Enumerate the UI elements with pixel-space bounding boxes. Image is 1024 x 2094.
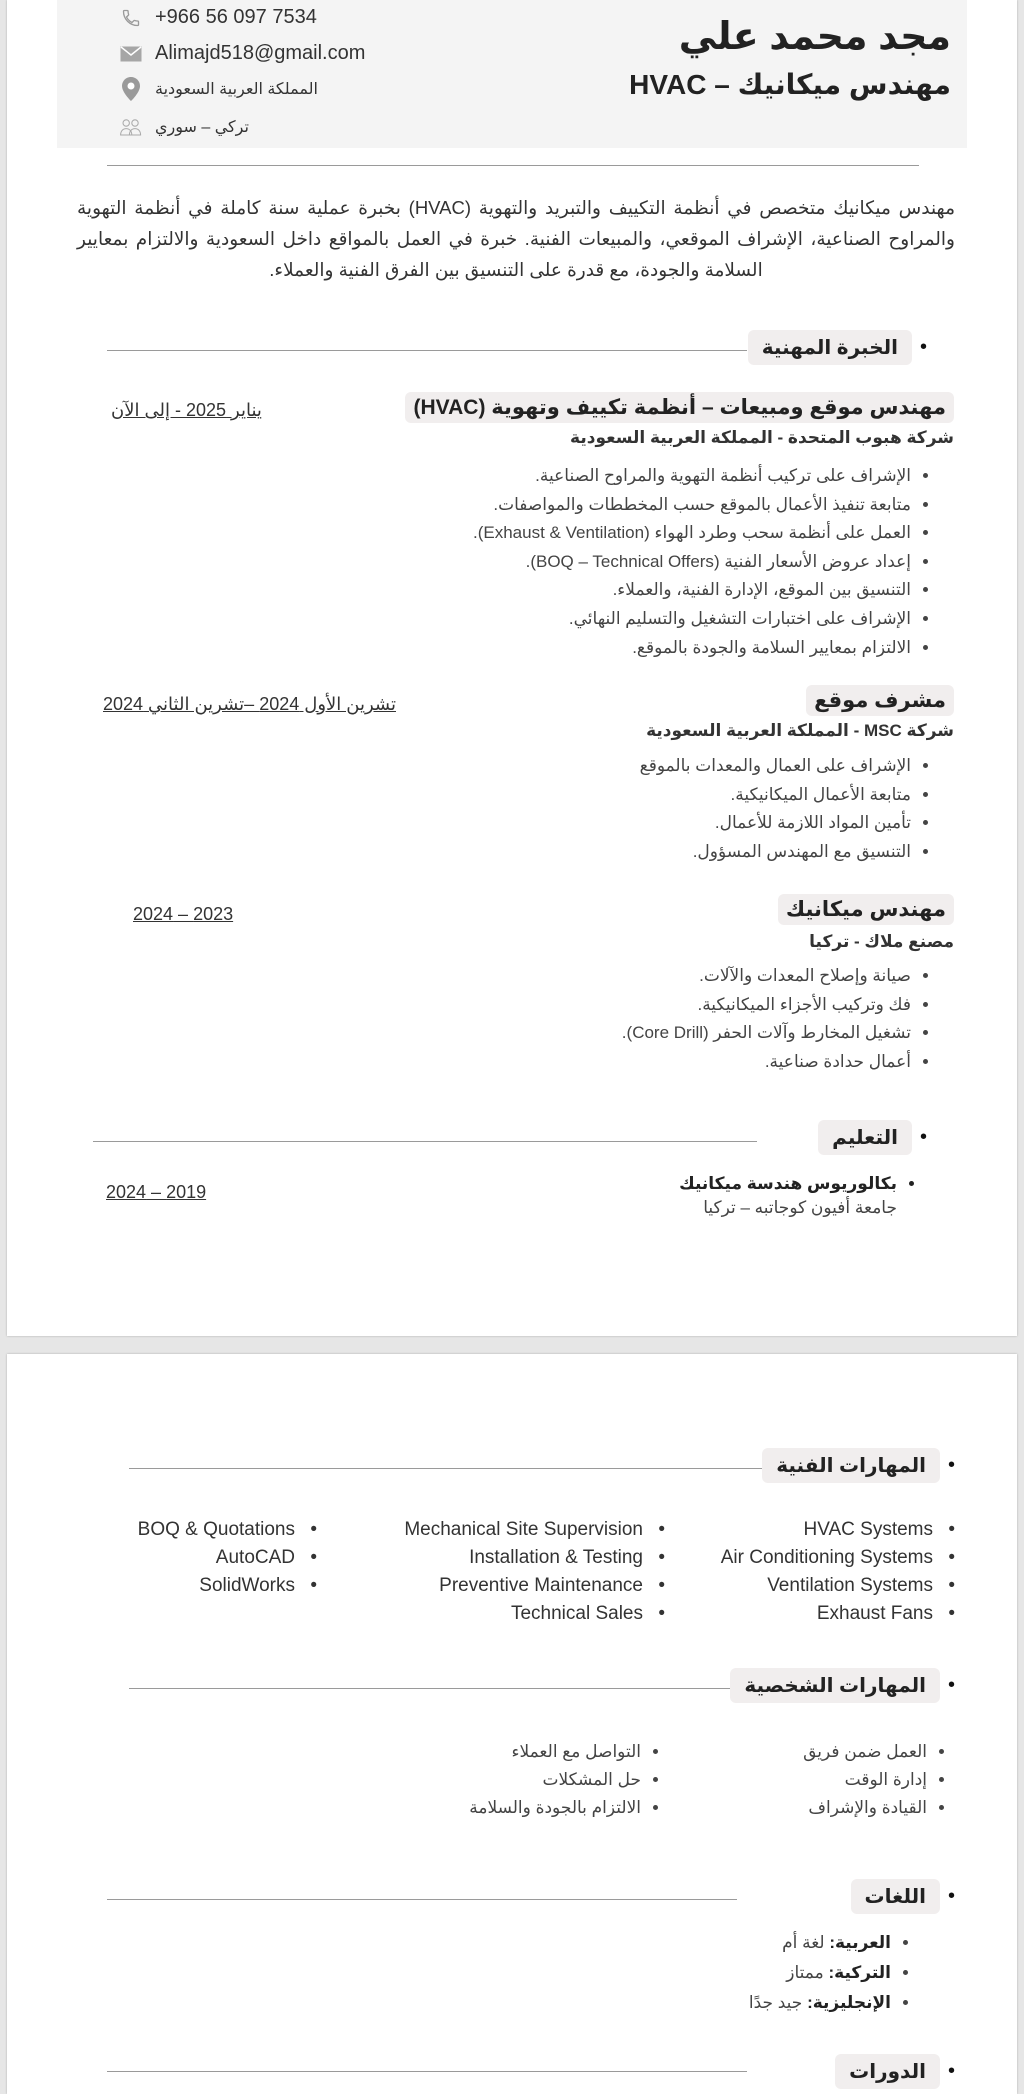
task-item: • الالتزام بمعايير السلامة والجودة بالموقع. (473, 634, 911, 663)
people-icon (119, 116, 143, 138)
task-item: • صيانة وإصلاح المعدات والآلات. (622, 962, 911, 991)
skill-item: Preventive Maintenance • (404, 1572, 665, 1600)
languages-heading-label: اللغات (851, 1879, 940, 1914)
contact-email (119, 42, 365, 65)
experience-heading (748, 330, 927, 365)
soft-skills-heading (730, 1668, 955, 1703)
job-3-date: 2023 – 2024 (133, 904, 234, 924)
contact-phone (119, 6, 317, 29)
tech-skills-divider (129, 1468, 764, 1469)
soft-skill-item: • الالتزام بالجودة والسلامة (469, 1794, 641, 1822)
soft-skill-item: • التواصل مع العملاء (469, 1738, 641, 1766)
task-item: • التنسيق بين الموقع، الإدارة الفنية، والعملاء. (473, 576, 911, 605)
language-name: العربية: (829, 1933, 891, 1952)
location-text: المملكة العربية السعودية (155, 81, 318, 98)
heading-bullet: • (947, 1674, 955, 1696)
education-list (679, 1170, 919, 1199)
language-item (749, 1958, 891, 1988)
skill-item: Technical Sales • (404, 1600, 665, 1628)
header-divider (107, 165, 919, 166)
phone-icon (119, 7, 143, 29)
education-heading-label: التعليم (818, 1120, 912, 1155)
skill-item: Exhaust Fans • (721, 1600, 955, 1628)
skill-item: Ventilation Systems • (721, 1572, 955, 1600)
skill-item: Mechanical Site Supervision • (404, 1516, 665, 1544)
nationality-text: تركي – سوري (155, 119, 249, 136)
skill-item: Air Conditioning Systems • (721, 1544, 955, 1572)
profile-summary: مهندس ميكانيك متخصص في أنظمة التكييف والتبريد والتهوية (HVAC) بخبرة عملية سنة كاملة في أنظمة التهوية والمراوح الصناعية، الإشراف الموقعي، والمبيعات الفنية. خبرة في العمل بالمواقع داخل السعودية والالتزام بمعايير السلامة والجودة، مع قدرة على التنسيق بين الفرق الفنية والعملاء. (77, 197, 955, 280)
task-item: • إعداد عروض الأسعار الفنية (BOQ – Technical Offers). (473, 548, 911, 577)
job-2-company: شركة MSC - المملكة العربية السعودية (646, 721, 954, 740)
job-1-title: مهندس موقع ومبيعات – أنظمة تكييف وتهوية (HVAC) (405, 392, 954, 423)
skill-item: AutoCAD • (138, 1544, 317, 1572)
job-2-tasks (640, 752, 933, 866)
skill-item: Installation & Testing • (404, 1544, 665, 1572)
email-text[interactable]: Alimajd518@gmail.com (155, 42, 366, 64)
languages-divider (107, 1899, 737, 1900)
tech-skills-col-1 (721, 1516, 955, 1628)
task-item: • تشغيل المخارط وآلات الحفر (Core Drill). (622, 1019, 911, 1048)
tech-skills-col-2 (404, 1516, 665, 1628)
heading-bullet: • (947, 1454, 955, 1476)
task-item: • متابعة الأعمال الميكانيكية. (640, 781, 911, 810)
language-name: الإنجليزية: (807, 1993, 891, 2012)
task-item: • الإشراف على اختبارات التشغيل والتسليم النهائي. (473, 605, 911, 634)
education-date: 2019 – 2024 (106, 1182, 207, 1202)
job-1-date: يناير 2025 - إلى الآن (111, 400, 262, 420)
courses-divider (107, 2071, 747, 2072)
skill-item: HVAC Systems • (721, 1516, 955, 1544)
job-2-date: تشرين الأول 2024 –تشرين الثاني 2024 (103, 694, 396, 714)
cv-page-1 (7, 0, 1017, 1336)
job-2-title: مشرف موقع (806, 685, 954, 716)
degree-item: • بكالوريوس هندسة ميكانيك (679, 1170, 897, 1199)
job-1-company: شركة هبوب المتحدة - المملكة العربية السعودية (570, 428, 954, 447)
soft-skill-item: • إدارة الوقت (803, 1766, 927, 1794)
contact-nationality (119, 116, 249, 138)
skill-item: SolidWorks • (138, 1572, 317, 1600)
skill-item: BOQ & Quotations • (138, 1516, 317, 1544)
job-3-company: مصنع ملاك - تركيا (809, 932, 954, 951)
contact-location (119, 78, 318, 100)
task-item: • فك وتركيب الأجزاء الميكانيكية. (622, 991, 911, 1020)
task-item: • أعمال حدادة صناعية. (622, 1048, 911, 1077)
education-divider (93, 1141, 757, 1142)
soft-skills-col-1 (803, 1738, 949, 1822)
soft-skill-item: • حل المشكلات (469, 1766, 641, 1794)
task-item: • متابعة تنفيذ الأعمال بالموقع حسب المخططات والمواصفات. (473, 491, 911, 520)
tech-skills-heading (762, 1448, 955, 1483)
job-3-title: مهندس ميكانيك (778, 894, 954, 925)
heading-bullet: • (919, 1126, 927, 1148)
job-1-tasks (473, 462, 933, 662)
task-item: • الإشراف على تركيب أنظمة التهوية والمراوح الصناعية. (473, 462, 911, 491)
language-name: التركية: (828, 1963, 891, 1982)
task-item: • التنسيق مع المهندس المسؤول. (640, 838, 911, 867)
experience-heading-label: الخبرة المهنية (748, 330, 912, 365)
phone-text: +966 56 097 7534 (155, 6, 317, 28)
soft-skills-col-2 (469, 1738, 663, 1822)
heading-bullet: • (947, 2060, 955, 2082)
experience-divider (107, 350, 747, 351)
language-item (749, 1988, 891, 2018)
tech-skills-heading-label: المهارات الفنية (762, 1448, 940, 1483)
soft-skills-heading-label: المهارات الشخصية (730, 1668, 940, 1703)
job-3-tasks (622, 962, 933, 1076)
job-title-headline: مهندس ميكانيك – HVAC (629, 69, 951, 100)
education-heading (818, 1120, 927, 1155)
location-pin-icon (119, 78, 143, 100)
task-item: • الإشراف على العمال والمعدات بالموقع (640, 752, 911, 781)
task-item: • تأمين المواد اللازمة للأعمال. (640, 809, 911, 838)
language-item (749, 1928, 891, 1958)
soft-skill-item: • القيادة والإشراف (803, 1794, 927, 1822)
mail-icon (119, 43, 143, 65)
task-item: • العمل على أنظمة سحب وطرد الهواء (Exhaust & Ventilation). (473, 519, 911, 548)
cv-page-2 (7, 1354, 1017, 2094)
language-level: ممتاز (786, 1963, 824, 1982)
heading-bullet: • (919, 336, 927, 358)
courses-heading-label: الدورات (835, 2054, 940, 2089)
candidate-name: مجد محمد علي (678, 16, 951, 58)
soft-skills-divider (129, 1688, 769, 1689)
courses-heading (835, 2054, 955, 2089)
soft-skill-item: • العمل ضمن فريق (803, 1738, 927, 1766)
heading-bullet: • (947, 1885, 955, 1907)
languages-list (749, 1928, 913, 2018)
tech-skills-col-3 (138, 1516, 317, 1600)
languages-heading (851, 1879, 955, 1914)
language-level: جيد جدًا (748, 1993, 803, 2012)
language-level: لغة أم (782, 1933, 825, 1952)
university-name: جامعة أفيون كوجاتبه – تركيا (703, 1198, 897, 1217)
